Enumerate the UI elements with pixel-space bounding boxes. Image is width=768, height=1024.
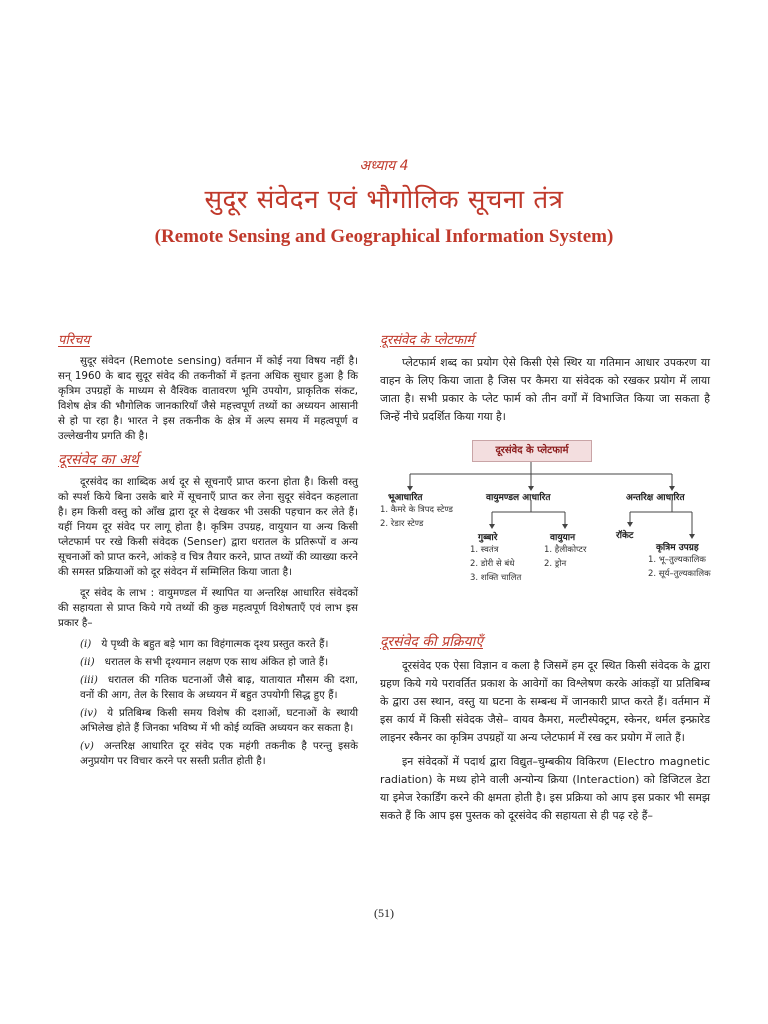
- benefits-paragraph: दूर संवेद के लाभ : वायुमण्डल में स्थापित या अन्तरिक्ष आधारित संवेदकों की सहायता से प्राप्त किये गये तथ्यों की कुछ महत्वपूर्ण विशेषताएँ एवं लाभ इस प्रकार है–: [58, 587, 358, 629]
- diagram-leaf: 2. डोरी से बंधे: [470, 559, 515, 569]
- diagram-node-balloon: गुब्बारे: [478, 533, 498, 543]
- diagram-root: दूरसंवेद के प्लेटफार्म: [472, 440, 592, 462]
- list-item: [58, 739, 358, 769]
- diagram-leaf: 1. कैमरे के त्रिपद स्टेण्ड: [380, 505, 453, 515]
- diagram-node-satellite: कृत्रिम उपग्रह: [656, 543, 699, 553]
- diagram-node-ground: भूआधारित: [388, 493, 423, 503]
- diagram-leaf: 2. सूर्य–तुल्यकालिक: [648, 569, 711, 579]
- list-text: ये पृथ्वी के बहुत बड़े भाग का विहंगात्मक दृश्य प्रस्तुत करते हैं।: [101, 638, 329, 650]
- meaning-heading: दूरसंवेद का अर्थ: [58, 452, 139, 468]
- chapter-title-hindi: सुदूर संवेदन एवं भौगोलिक सूचना तंत्र: [204, 185, 564, 215]
- diagram-connectors: [380, 436, 710, 616]
- page-number: (51): [374, 906, 394, 920]
- list-text: धरातल के सभी दृश्यमान लक्षण एक साथ अंकित हो जाते हैं।: [104, 656, 329, 668]
- diagram-leaf: 2. रेडार स्टेण्ड: [380, 519, 424, 529]
- list-item: [58, 637, 358, 652]
- benefits-list: [58, 637, 358, 769]
- diagram-leaf: 1. भू–तुल्यकालिक: [648, 555, 706, 565]
- list-number: (i): [80, 638, 92, 650]
- list-item: [58, 706, 358, 736]
- platform-paragraph: प्लेटफार्म शब्द का प्रयोग ऐसे किसी ऐसे स्थिर या गतिमान आधार उपकरण या वाहन के लिए किया जाता है जिस पर कैमरा या संवेदक को रखकर प्रयोग में लाया जाता है। सभी प्रकार के प्लेट फार्म को तीन वर्गों में विभाजित किया जा सकता है जिन्हें नीचे प्रदर्शित किया गया है।: [380, 356, 710, 423]
- right-column: [380, 330, 710, 831]
- list-item: [58, 673, 358, 703]
- diagram-node-air: वायुमण्डल आधारित: [486, 493, 551, 503]
- intro-heading: परिचय: [58, 333, 90, 348]
- left-column: [58, 330, 358, 772]
- list-number: (v): [80, 740, 94, 752]
- diagram-leaf: 2. ड्रोन: [544, 559, 567, 569]
- list-number: (ii): [80, 656, 95, 668]
- meaning-paragraph: दूरसंवेद का शाब्दिक अर्थ दूर से सूचनाएँ प्राप्त करना होता है। किसी वस्तु को स्पर्श किये बिना उसके बारे में सूचनाएँ प्राप्त कर लेना सुदूर संवेदन कहलाता है। हम किसी वस्तु को आँख द्वारा दूर से देखकर भी उसकी पहचान कर लेते हैं। यहीं नियम दूर संवेद पर लागू होता है। कृत्रिम उपग्रह, वायुयान या अन्य किसी प्लेटफार्म पर रखे किसी संवेदक (Senser) द्वारा धरातल के प्रतिरूपों व अन्य सूचनाओं को प्राप्त करने, आंकड़े व चित्र तैयार करने, प्राप्त तथ्यों की व्याख्या करने की समस्त प्रक्रियाओं को दूर संवेदन में सम्मिलित किया जाता है।: [58, 476, 358, 578]
- diagram-leaf: 1. स्वतंत्र: [470, 545, 499, 555]
- list-number: (iii): [80, 674, 98, 686]
- list-text: ये प्रतिबिम्ब किसी समय विशेष की दशाओं, घटनाओं के स्थायी अभिलेख होते हैं जिनका भविष्य में भी कोई व्यक्ति अध्ययन कर सकता है।: [80, 707, 358, 734]
- list-number: (iv): [80, 707, 98, 719]
- diagram-node-rocket: रॉकेट: [616, 531, 634, 541]
- process-paragraph-2: इन संवेदकों में पदार्थ द्वारा विद्युत–चुम्बकीय विकिरण (Electro magnetic radiation) के मध्य होने वाली अन्योन्य क्रिया (Interaction) को डिजिटल डेटा या इमेज रेकार्डिंग करने की क्षमता होती है। इस प्रक्रिया को आप इस प्रकार भी समझ सकते हैं कि आप इस पुस्तक को दूरसंवेद की सहायता से ही पढ़ रहे हैं–: [380, 755, 710, 822]
- chapter-number: अध्याय 4: [359, 158, 409, 174]
- intro-paragraph: सुदूर संवेदन (Remote sensing) वर्तमान में कोई नया विषय नहीं है। सन् 1960 के बाद सुदूर संवेद की तकनीकों में इतना अधिक सुधार हुआ है कि कृत्रिम उपग्रहों के माध्यम से वैश्विक वातावरण भूमि उपयोग, प्राकृतिक संकट, विशेष क्षेत्र की भौगोलिक जानकारियाँ जैसे महत्त्वपूर्ण तथ्यों का अध्ययन आसानी से हो पा रहा है। भारत ने इस तकनीक के क्षेत्र में अल्प समय में महत्वपूर्ण व उल्लेखनीय प्रगति की है।: [58, 355, 358, 442]
- list-text: अन्तरिक्ष आधारित दूर संवेद एक महंगी तकनीक है परन्तु इसके अनुप्रयोग पर विचार करने पर सस्ती प्रतीत होती है।: [80, 740, 358, 767]
- chapter-title-english: (Remote Sensing and Geographical Information System): [154, 226, 614, 247]
- diagram-node-aircraft: वायुयान: [550, 533, 576, 543]
- list-text: धरातल की गतिक घटनाओं जैसे बाढ़, यातायात मौसम की दशा, वनों की आग, तेल के रिसाव के अध्ययन में बहुत उपयोगी सिद्ध हुए हैं।: [80, 674, 358, 701]
- list-item: [58, 655, 358, 670]
- process-heading: दूरसंवेद की प्रक्रियाएँ: [380, 634, 483, 650]
- platform-heading: दूरसंवेद के प्लेटफार्म: [380, 333, 475, 348]
- process-paragraph-1: दूरसंवेद एक ऐसा विज्ञान व कला है जिसमें हम दूर स्थित किसी संवेदक के द्वारा ग्रहण किये गये परावर्तित प्रकाश के आवेगों का विश्लेषण करके आंकड़ों या प्रतिबिम्ब के द्वारा उस स्थान, वस्तु या घटना के सम्बन्ध में जानकारी प्राप्त करते हैं। वर्तमान में इस कार्य में किसी संवेदक जैसे– वायव कैमरा, मल्टीस्पेक्ट्रम, स्केनर, थर्मल इन्फ्रारेड लाइनर स्कैनर का कृत्रिम उपग्रहों या अन्य प्लेटफार्म में रख कर प्रयोग में लाते हैं।: [380, 659, 710, 744]
- diagram-leaf: 3. शक्ति चालित: [470, 573, 522, 583]
- platform-diagram: [380, 436, 710, 616]
- diagram-leaf: 1. हैलीकोप्टर: [544, 545, 587, 555]
- diagram-node-space: अन्तरिक्ष आधारित: [626, 493, 685, 503]
